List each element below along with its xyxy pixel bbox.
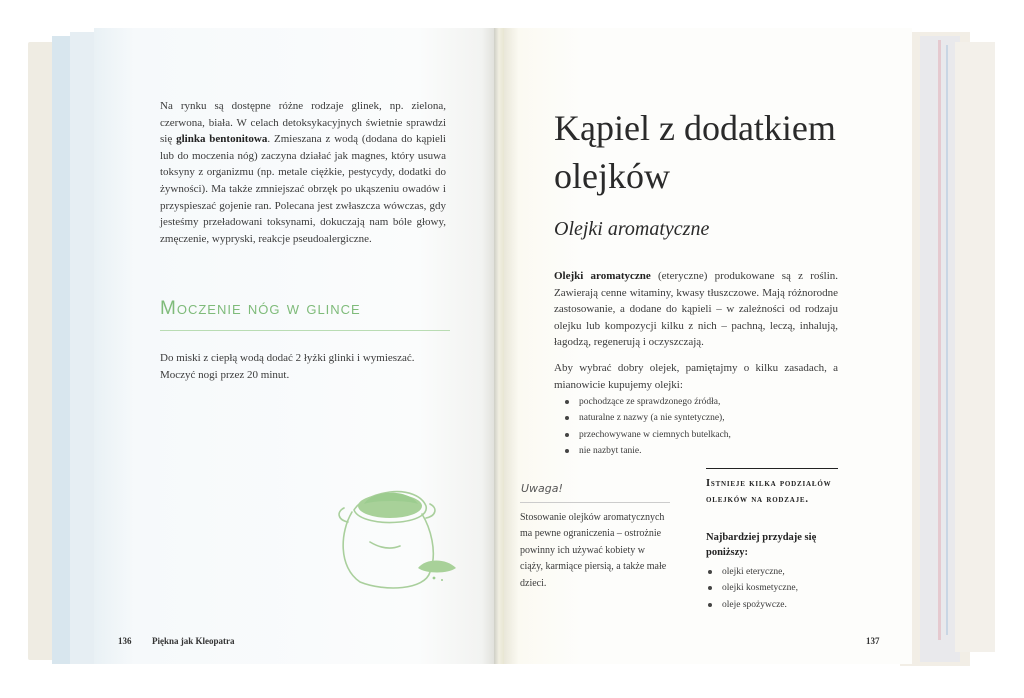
list-item: naturalne z nazwy (a nie syntetyczne),: [565, 410, 731, 426]
left-paragraph-1: [160, 98, 446, 247]
left-paragraph-2: Do miski z ciepłą wodą dodać 2 łyżki glinki i wymieszać. Moczyć nogi przez 20 minut.: [160, 352, 415, 381]
left-heading-rule: [160, 330, 450, 331]
oil-types-list: [708, 564, 798, 613]
list-item: olejki kosmetyczne,: [708, 580, 798, 596]
right-paragraph-2: Aby wybrać dobry olejek, pamiętajmy o kilku zasadach, a mianowicie kupujemy olejki:: [554, 362, 838, 391]
page-edges-right-outer: [955, 42, 995, 652]
list-item: oleje spożywcze.: [708, 597, 798, 613]
left-paragraph-1-bold: glinka bentonitowa: [176, 133, 268, 146]
left-section-heading: Moczenie nóg w glince: [160, 298, 361, 319]
olejki-criteria-list: [565, 394, 731, 460]
left-running-footer: Piękna jak Kleopatra: [152, 636, 235, 646]
box-subheading: Najbardziej przydaje się poniższy:: [706, 532, 817, 558]
page-edge-blue-line: [946, 45, 948, 635]
right-page-subtitle: Olejki aromatyczne: [554, 218, 710, 240]
list-item: olejki eteryczne,: [708, 564, 798, 580]
page-edge-pink-line: [938, 40, 941, 640]
list-item: pochodzące ze sprawdzonego źródła,: [565, 394, 731, 410]
right-page-number: 137: [866, 636, 880, 646]
right-paragraph-1-text: (eteryczne) produkowane są z roślin. Zawierają cenne witaminy, kwasy tłuszczowe. Mają różnorodne zastosowanie, a dodane do kąpieli – w zależności od rodzaju olejku lub kompozycji kilku z nich – pachną, leczą, inhalują, łagodzą, regenerują i oczyszczają.: [554, 270, 838, 349]
clay-sack-illustration: [330, 472, 460, 592]
note-text: Stosowanie olejków aromatycznych ma pewne ograniczenia – ostrożnie powinny ich używać kobiety w ciąży, karmiące piersią, a także małe dzieci.: [520, 512, 667, 589]
note-title: Uwaga!: [521, 482, 563, 495]
list-item: przechowywane w ciemnych butelkach,: [565, 427, 731, 443]
book-gutter: [494, 28, 504, 664]
left-page-number: 136: [118, 636, 132, 646]
right-paragraph-1: [554, 268, 838, 351]
right-paragraph-1-bold: Olejki aromatyczne: [554, 270, 651, 282]
right-page-title: Kąpiel z dodatkiem olejków: [554, 108, 836, 196]
left-paragraph-1-text-end: . Zmieszana z wodą (dodana do kąpieli lub do moczenia nóg) zaczyna działać jak magnes, który usuwa toksyny z organizmu (np. metale ciężkie, pestycydy, dodatki do żywności). Ma także zmniejszać obrzęk po ukąszeniu owadów i przyspieszać gojenie ran. Polecana jest zwłaszcza wówczas, gdy jesteśmy przeładowani toksynami, dokuczają nam bóle głowy, zmęczenie, wypryski, reakcje pseudoalergiczne.: [160, 133, 446, 245]
box-heading: Istnieje kilka podziałów olejków na rodzaje.: [706, 478, 832, 505]
box-top-rule: [706, 468, 838, 469]
list-item: nie nazbyt tanie.: [565, 443, 731, 459]
note-rule: [520, 502, 670, 503]
left-paragraph-1-text: Na rynku są dostępne różne rodzaje glinek, np. zielona, czerwona, biała. W celach detoksykacyjnych świetnie sprawdzi się: [160, 100, 446, 146]
